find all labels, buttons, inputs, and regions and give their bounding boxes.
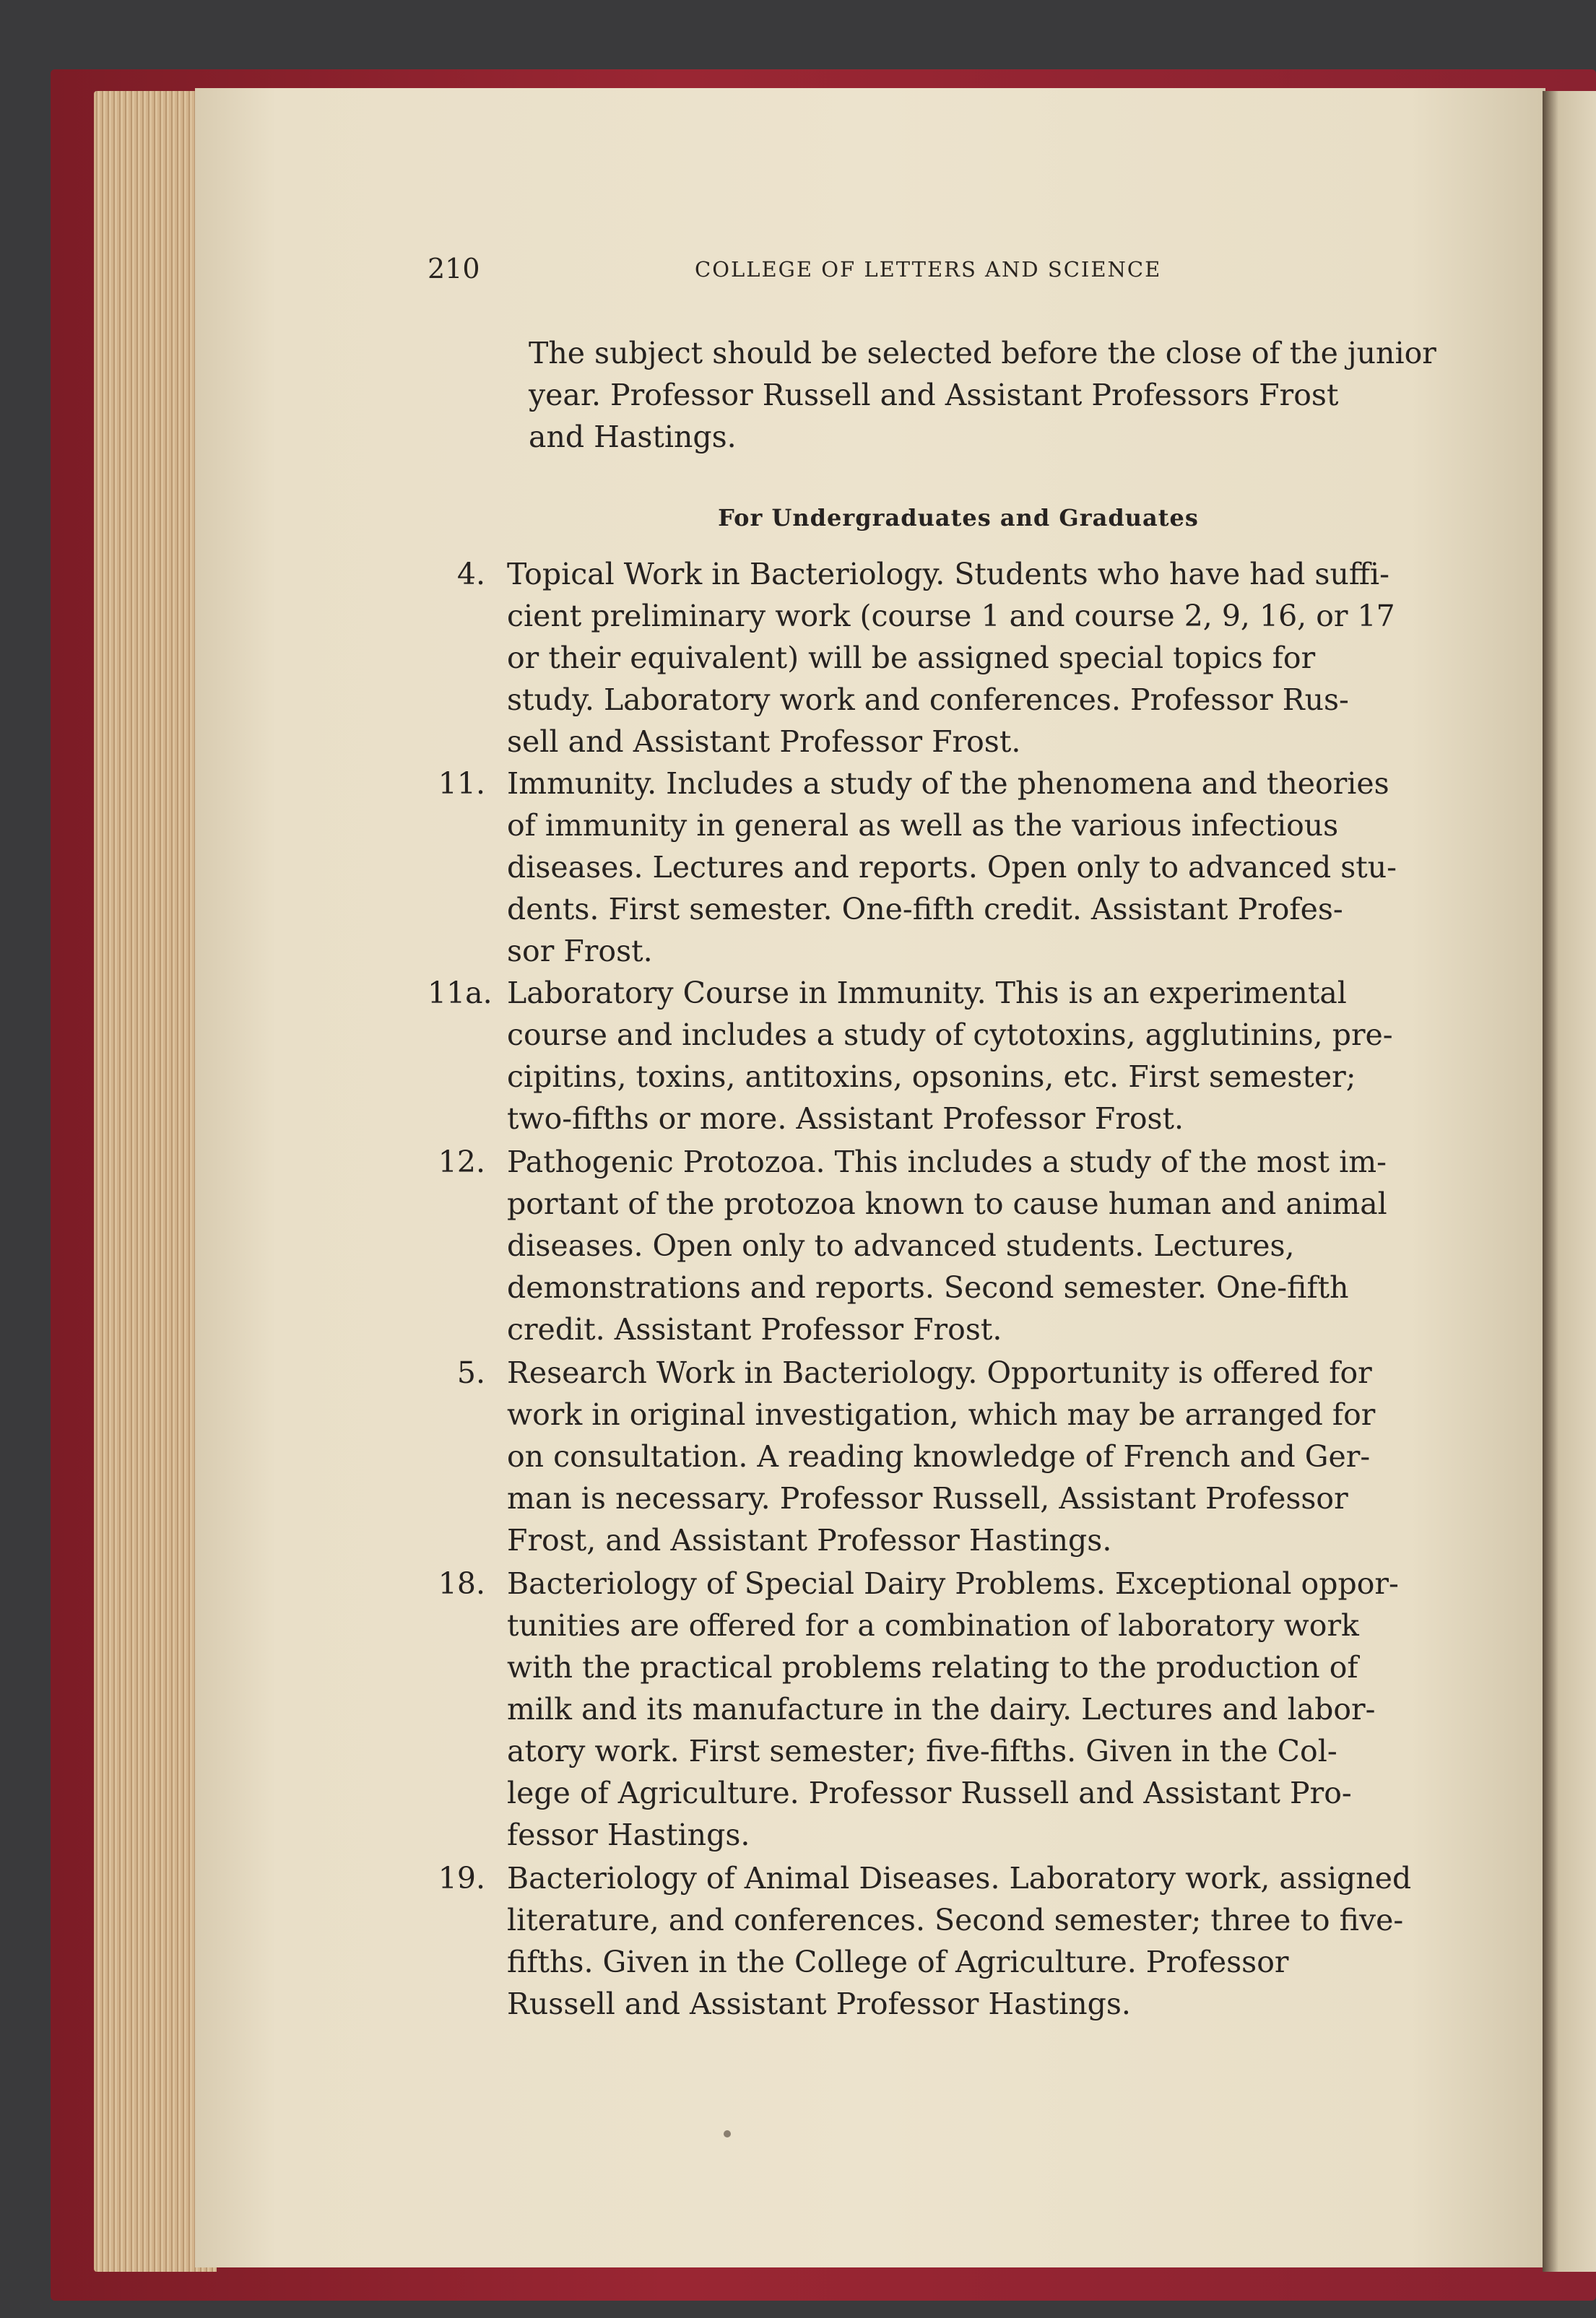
intro-line: and Hastings. xyxy=(529,420,737,454)
course-description xyxy=(507,1563,1512,1856)
course-description xyxy=(507,1141,1512,1350)
course-number: 12. xyxy=(438,1145,485,1179)
course-line: or their equivalent) will be assigned special topics for xyxy=(507,641,1316,675)
course-line: on consultation. A reading knowledge of French and Ger- xyxy=(507,1439,1371,1474)
page-speck xyxy=(724,2130,731,2137)
course-line: demonstrations and reports. Second semester. One-fifth xyxy=(507,1270,1349,1305)
intro-line: year. Professor Russell and Assistant Professors Frost xyxy=(529,378,1339,412)
page-header xyxy=(428,253,1489,289)
running-title: COLLEGE OF LETTERS AND SCIENCE xyxy=(695,257,1162,282)
course-line: milk and its manufacture in the dairy. Lectures and labor- xyxy=(507,1692,1376,1727)
course-line: of immunity in general as well as the various infectious xyxy=(507,808,1339,843)
course-line: work in original investigation, which may be arranged for xyxy=(507,1397,1376,1432)
course-line: Immunity. Includes a study of the phenomena and theories xyxy=(507,766,1389,801)
course-description xyxy=(507,972,1512,1140)
course-line: Bacteriology of Animal Diseases. Laboratory work, assigned xyxy=(507,1861,1412,1896)
course-line: Russell and Assistant Professor Hastings. xyxy=(507,1987,1131,2021)
course-line: fessor Hastings. xyxy=(507,1818,750,1852)
course-line: credit. Assistant Professor Frost. xyxy=(507,1312,1002,1347)
course-line: tunities are offered for a combination of laboratory work xyxy=(507,1608,1359,1643)
course-line: dents. First semester. One-fifth credit. Assistant Profes- xyxy=(507,892,1343,926)
intro-paragraph xyxy=(529,332,1482,458)
course-line: Research Work in Bacteriology. Opportunity is offered for xyxy=(507,1355,1372,1390)
intro-line: The subject should be selected before the close of the junior xyxy=(529,336,1436,370)
course-line: portant of the protozoa known to cause human and animal xyxy=(507,1186,1387,1221)
course-line: atory work. First semester; five-fifths. Given in the Col- xyxy=(507,1734,1337,1768)
course-line: Pathogenic Protozoa. This includes a study of the most im- xyxy=(507,1145,1387,1179)
course-line: Frost, and Assistant Professor Hastings. xyxy=(507,1523,1112,1558)
course-line: cipitins, toxins, antitoxins, opsonins, etc. First semester; xyxy=(507,1059,1356,1094)
course-line: sor Frost. xyxy=(507,934,653,968)
section-heading: For Undergraduates and Graduates xyxy=(718,504,1199,531)
course-line: study. Laboratory work and conferences. Professor Rus- xyxy=(507,682,1349,717)
page-number: 210 xyxy=(428,253,480,285)
course-line: lege of Agriculture. Professor Russell and Assistant Pro- xyxy=(507,1776,1352,1810)
course-line: Bacteriology of Special Dairy Problems. Exceptional oppor- xyxy=(507,1566,1399,1601)
course-line: course and includes a study of cytotoxins, agglutinins, pre- xyxy=(507,1017,1393,1052)
facing-page-edge xyxy=(1543,91,1596,2272)
course-line: Topical Work in Bacteriology. Students who have had suffi- xyxy=(507,557,1389,591)
course-line: cient preliminary work (course 1 and course 2, 9, 16, or 17 xyxy=(507,599,1395,633)
course-description xyxy=(507,763,1512,972)
course-description xyxy=(507,1352,1512,1561)
course-line: literature, and conferences. Second semester; three to five- xyxy=(507,1903,1404,1937)
course-description xyxy=(507,553,1512,763)
course-line: fifths. Given in the College of Agriculture. Professor xyxy=(507,1945,1289,1979)
course-line: man is necessary. Professor Russell, Assistant Professor xyxy=(507,1481,1348,1516)
course-number: 4. xyxy=(456,557,485,591)
course-line: with the practical problems relating to the production of xyxy=(507,1650,1358,1685)
course-line: Laboratory Course in Immunity. This is an experimental xyxy=(507,976,1347,1010)
course-number: 18. xyxy=(438,1566,485,1601)
course-line: diseases. Lectures and reports. Open only to advanced stu- xyxy=(507,850,1397,885)
course-line: diseases. Open only to advanced students. Lectures, xyxy=(507,1228,1295,1263)
course-number: 11. xyxy=(438,766,485,801)
course-line: two-fifths or more. Assistant Professor Frost. xyxy=(507,1101,1184,1136)
course-line: sell and Assistant Professor Frost. xyxy=(507,724,1021,759)
course-number: 11a. xyxy=(428,976,493,1010)
course-description xyxy=(507,1857,1512,2025)
course-number: 19. xyxy=(438,1861,485,1896)
course-number: 5. xyxy=(456,1355,485,1390)
